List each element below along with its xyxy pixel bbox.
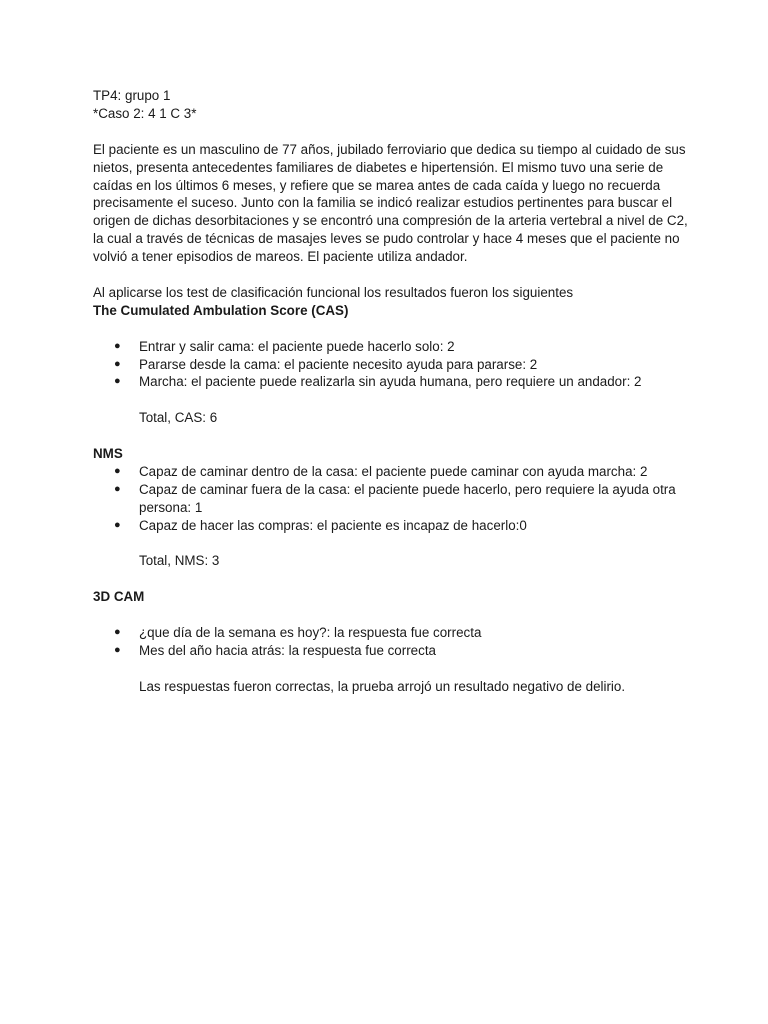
spacer bbox=[93, 123, 693, 141]
bullet-icon: ● bbox=[114, 643, 121, 656]
cas-heading: The Cumulated Ambulation Score (CAS) bbox=[93, 302, 349, 318]
spacer bbox=[93, 391, 693, 409]
cam-list bbox=[93, 624, 693, 660]
list-item-text: Capaz de caminar fuera de la casa: el paciente puede hacerlo, pero requiere la ayuda otra persona: 1 bbox=[139, 481, 676, 515]
bullet-icon: ● bbox=[114, 464, 121, 477]
bullet-icon: ● bbox=[114, 357, 121, 370]
tests-intro: Al aplicarse los test de clasificación funcional los resultados fueron los siguientes bbox=[93, 284, 574, 300]
cas-total: Total, CAS: 6 bbox=[139, 410, 218, 426]
bullet-icon: ● bbox=[114, 482, 121, 495]
spacer bbox=[93, 320, 693, 338]
list-item-text: Marcha: el paciente puede realizarla sin ayuda humana, pero requiere un andador: 2 bbox=[139, 374, 642, 390]
spacer bbox=[93, 606, 693, 624]
cam-conclusion: Las respuestas fueron correctas, la prueba arrojó un resultado negativo de delirio. bbox=[139, 678, 626, 694]
list-item-text: Pararse desde la cama: el paciente necesito ayuda para pararse: 2 bbox=[139, 356, 538, 372]
list-item-text: ¿que día de la semana es hoy?: la respuesta fue correcta bbox=[139, 625, 482, 641]
list-item bbox=[93, 356, 693, 374]
bullet-icon: ● bbox=[114, 375, 121, 388]
list-item-text: Mes del año hacia atrás: la respuesta fue correcta bbox=[139, 642, 436, 658]
nms-heading: NMS bbox=[93, 446, 123, 462]
list-item bbox=[93, 624, 693, 642]
list-item bbox=[93, 481, 693, 517]
spacer bbox=[93, 266, 693, 284]
bullet-icon: ● bbox=[114, 626, 121, 639]
spacer bbox=[93, 660, 693, 678]
spacer bbox=[93, 570, 693, 588]
list-item-text: Entrar y salir cama: el paciente puede hacerlo solo: 2 bbox=[139, 338, 455, 354]
list-item bbox=[93, 373, 693, 391]
spacer bbox=[93, 427, 693, 445]
cam-heading: 3D CAM bbox=[93, 589, 145, 605]
list-item bbox=[93, 338, 693, 356]
spacer bbox=[93, 535, 693, 553]
intro-paragraph: El paciente es un masculino de 77 años, jubilado ferroviario que dedica su tiempo al cuidado de sus nietos, presenta antecedentes familiares de diabetes e hipertensión. El mismo tuvo una serie de caídas en los últimos 6 meses, y refiere que se marea antes de cada caída y luego no recuerda precisamente el suceso. Junto con la familia se indicó realizar estudios pertinentes para buscar el origen de dichas desorbitaciones y se encontró una compresión de la arteria vertebral a nivel de C2, la cual a través de técnicas de masajes leves se pudo controlar y hace 4 meses que el paciente no volvió a tener episodios de mareos. El paciente utiliza andador. bbox=[93, 141, 688, 265]
bullet-icon: ● bbox=[114, 518, 121, 531]
nms-list bbox=[93, 463, 693, 535]
list-item-text: Capaz de hacer las compras: el paciente es incapaz de hacerlo:0 bbox=[139, 517, 527, 533]
list-item bbox=[93, 517, 693, 535]
list-item bbox=[93, 642, 693, 660]
header-line-case: *Caso 2: 4 1 C 3* bbox=[93, 105, 197, 121]
bullet-icon: ● bbox=[114, 339, 121, 352]
cas-list bbox=[93, 338, 693, 392]
header-line-group: TP4: grupo 1 bbox=[93, 88, 171, 103]
list-item bbox=[93, 463, 693, 481]
document-page bbox=[93, 87, 693, 696]
list-item-text: Capaz de caminar dentro de la casa: el paciente puede caminar con ayuda marcha: 2 bbox=[139, 463, 648, 479]
nms-total: Total, NMS: 3 bbox=[139, 553, 220, 569]
